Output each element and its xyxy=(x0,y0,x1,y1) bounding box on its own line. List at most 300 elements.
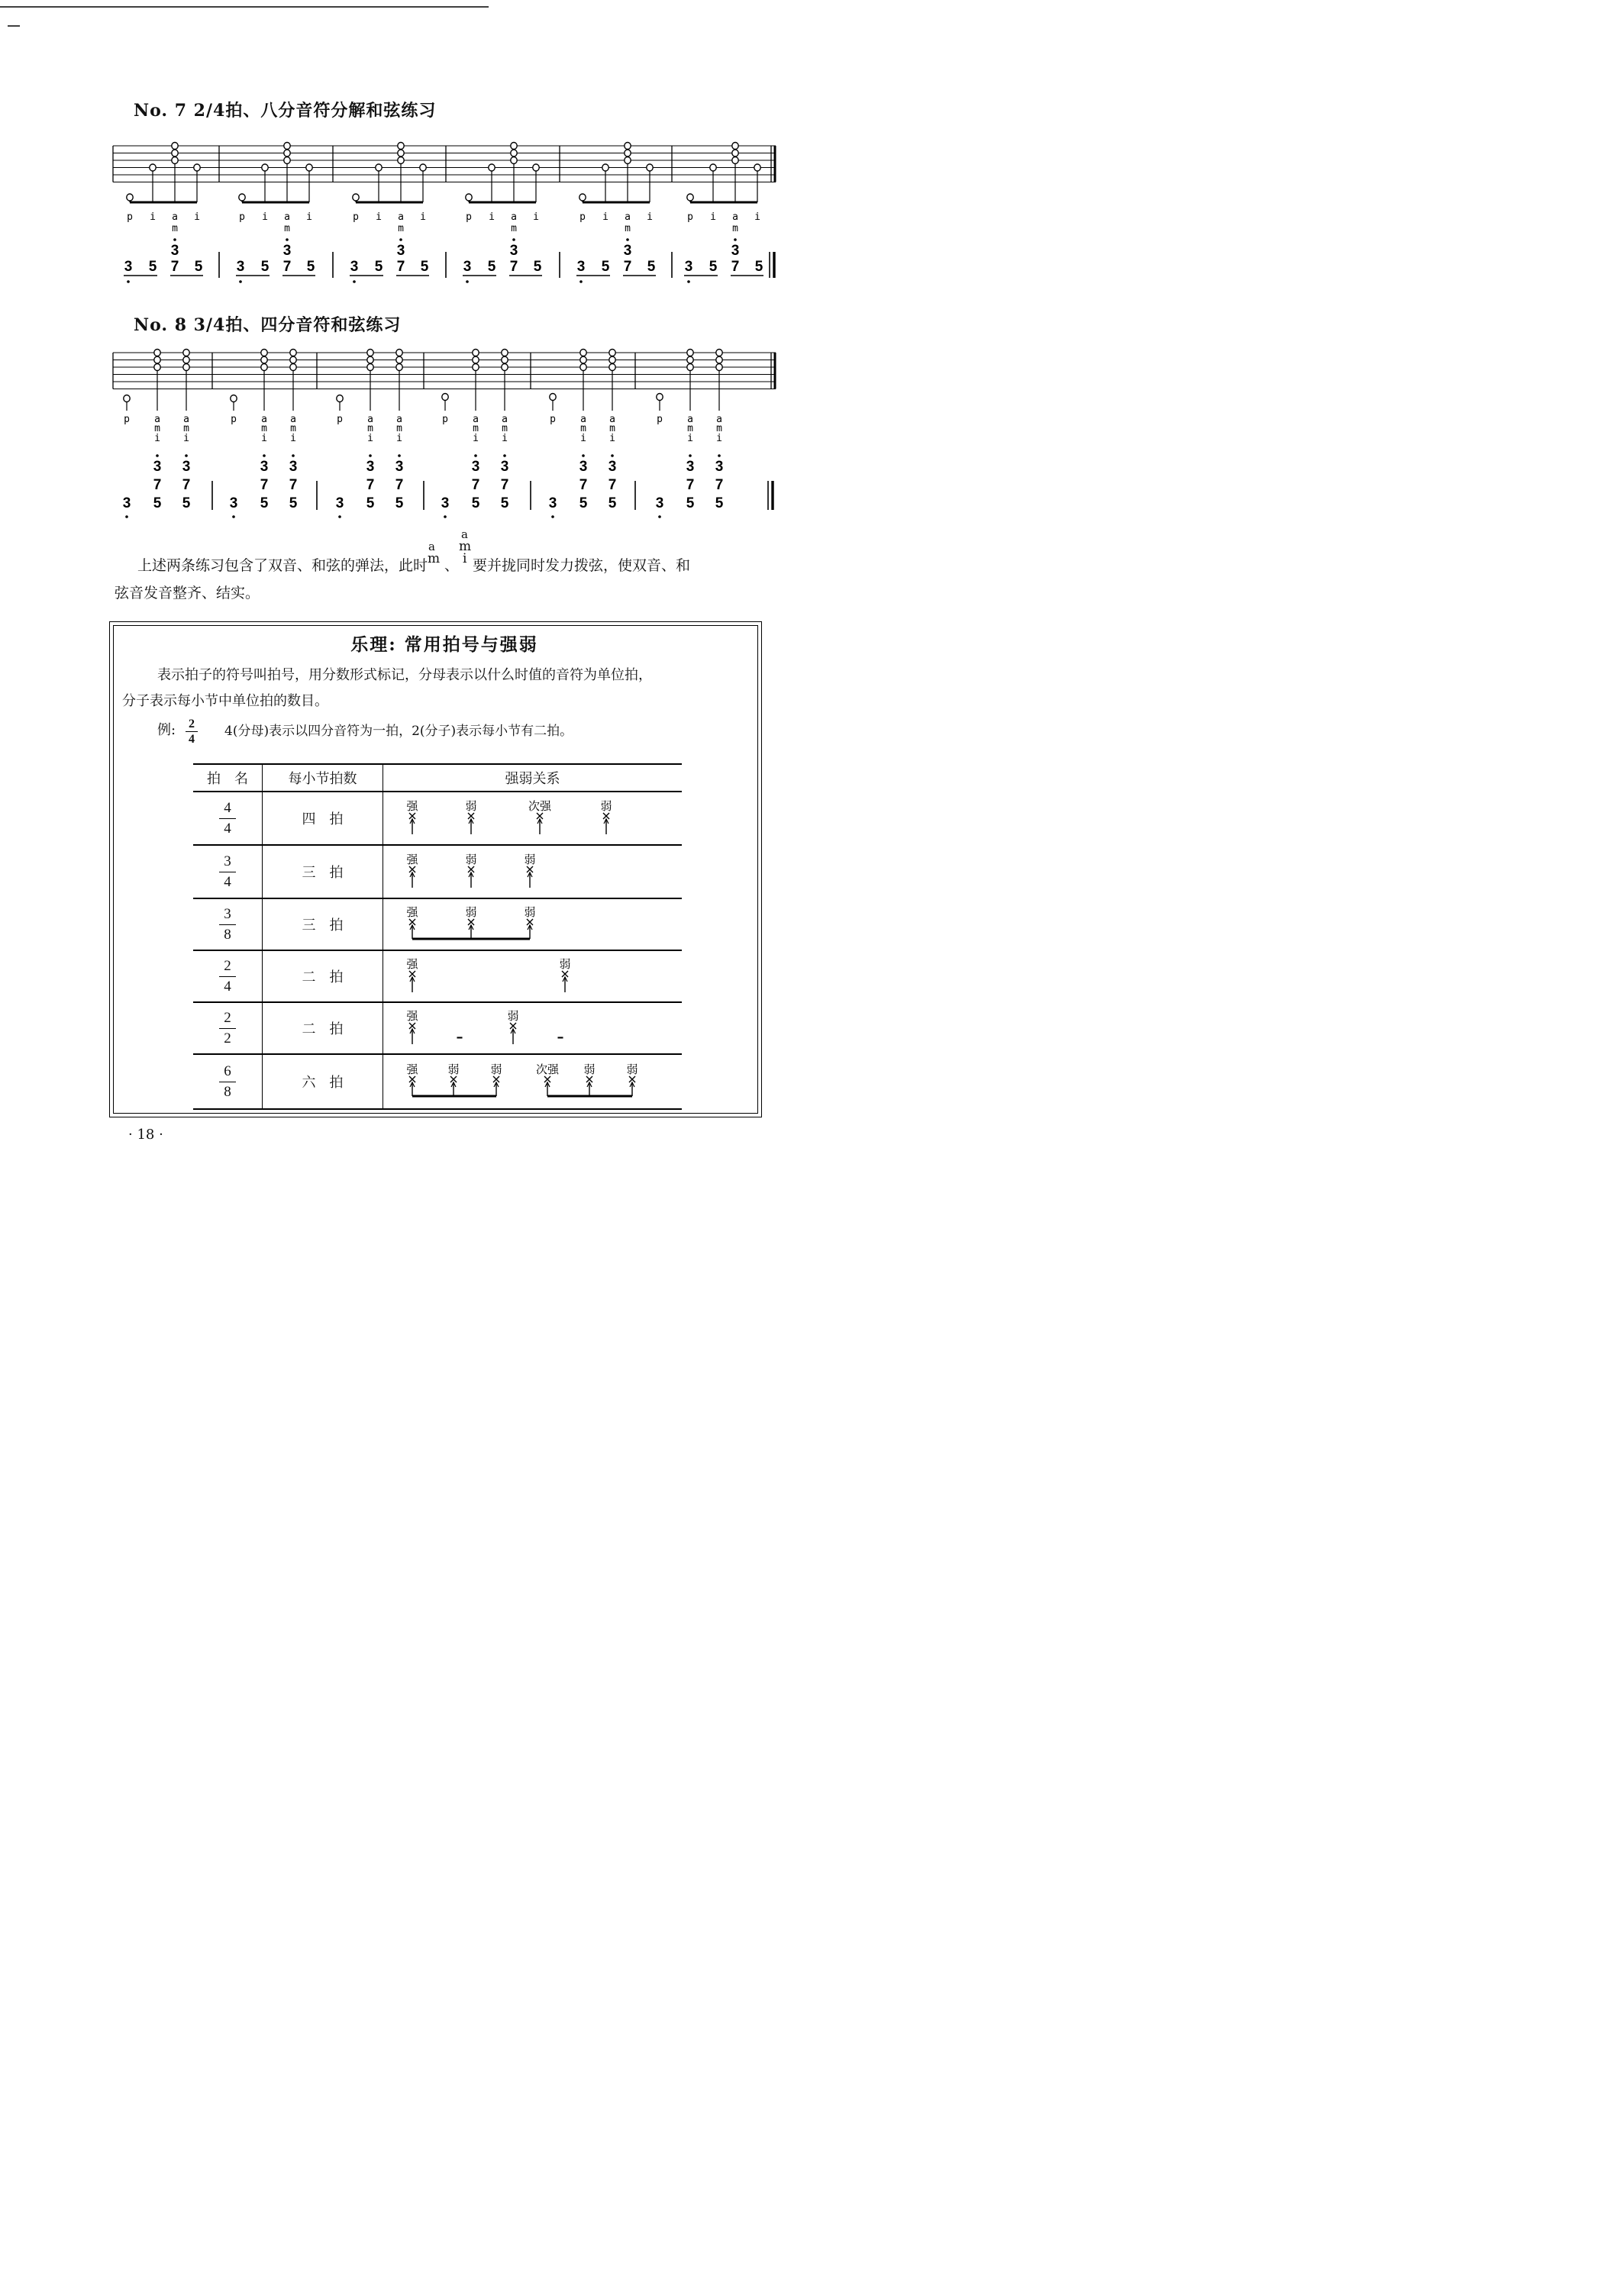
note-head xyxy=(473,350,479,356)
jianpu-note: 3 xyxy=(282,243,292,259)
note-head xyxy=(466,194,472,201)
weak-label: 弱 xyxy=(626,1063,638,1076)
fingering-label: i xyxy=(602,211,608,223)
jianpu-note: 5 xyxy=(182,495,191,511)
note-head xyxy=(473,364,479,371)
note-head xyxy=(754,164,760,171)
fingering-label: p xyxy=(231,414,237,425)
weak-label: 弱 xyxy=(524,905,536,919)
note-head xyxy=(602,164,608,171)
page-number: · 18 · xyxy=(128,1127,163,1143)
jianpu-note: 3 xyxy=(731,243,740,259)
note-head xyxy=(533,164,539,171)
fingering-label: i xyxy=(754,211,760,223)
measure xyxy=(687,143,760,203)
jianpu-note: 7 xyxy=(686,477,695,493)
fingering-label: p xyxy=(124,414,130,425)
note-head xyxy=(609,350,615,356)
jianpu-note: 7 xyxy=(500,477,509,493)
fingering-label: i xyxy=(183,433,189,444)
fingering-label: p xyxy=(127,211,133,223)
note-head xyxy=(579,194,586,201)
measure xyxy=(124,350,189,411)
note-head xyxy=(609,356,615,363)
jianpu-note: 5 xyxy=(153,495,162,511)
fingering-label: i xyxy=(376,211,382,223)
note-head xyxy=(284,157,290,164)
note-head xyxy=(261,350,267,356)
fingering-label: m xyxy=(716,423,722,434)
jianpu-note: 3 xyxy=(715,459,724,475)
measure xyxy=(466,143,539,203)
accent-pattern xyxy=(383,1002,683,1054)
fingering-label: a xyxy=(625,211,631,223)
fingering-label: i xyxy=(150,211,156,223)
jianpu-note: 7 xyxy=(731,259,740,275)
note-head xyxy=(511,150,517,156)
fingering-label: m xyxy=(290,423,296,434)
note-head xyxy=(367,350,373,356)
jianpu-note: 3 xyxy=(608,459,617,475)
jianpu-note: 5 xyxy=(194,259,203,275)
jianpu-note: 3 xyxy=(686,459,695,475)
fingering-label: m xyxy=(625,223,631,234)
fingering-label: m xyxy=(367,423,373,434)
jianpu-note: 5 xyxy=(420,259,429,275)
fingering-label: a xyxy=(398,211,404,223)
note-head xyxy=(473,356,479,363)
note-head xyxy=(687,356,693,363)
example-label: 例: xyxy=(157,722,176,738)
jianpu-note: 7 xyxy=(471,477,480,493)
jianpu-exercise-8 xyxy=(0,449,843,525)
time-signature: $\frac{4}{4}$ xyxy=(193,792,263,845)
jianpu-note: 3 xyxy=(579,459,588,475)
jianpu-note: 5 xyxy=(289,495,298,511)
time-signature: $\frac{2}{2}$ xyxy=(193,1002,263,1054)
jianpu-note: 3 xyxy=(548,495,557,511)
header-beats: 每小节拍数 xyxy=(263,764,383,792)
jianpu-note: 5 xyxy=(487,259,496,275)
jianpu-note: 3 xyxy=(182,459,191,475)
jianpu-note: 3 xyxy=(350,259,359,275)
fingering-label: i xyxy=(367,433,373,444)
note-head xyxy=(150,164,156,171)
note-head xyxy=(580,356,586,363)
fingering-label: m xyxy=(473,423,479,434)
beats-per-measure: 二 拍 xyxy=(263,950,383,1002)
jianpu-note: 3 xyxy=(229,495,238,511)
time-signature: $\frac{6}{8}$ xyxy=(193,1054,263,1109)
jianpu-note: 5 xyxy=(148,259,157,275)
note-head xyxy=(398,150,404,156)
jianpu-note: 3 xyxy=(441,495,450,511)
paragraph-line-2: 弦音发音整齐、结实。 xyxy=(115,585,260,601)
note-head xyxy=(239,194,245,201)
note-head xyxy=(261,364,267,371)
note-head xyxy=(489,164,495,171)
jianpu-note: 7 xyxy=(366,477,375,493)
jianpu-note: 7 xyxy=(289,477,298,493)
jianpu-note: 5 xyxy=(260,495,269,511)
jianpu-note: 5 xyxy=(471,495,480,511)
jianpu-note: 3 xyxy=(289,459,298,475)
jianpu-note: 5 xyxy=(709,259,718,275)
note-head xyxy=(502,364,508,371)
jianpu-note: 7 xyxy=(260,477,269,493)
jianpu-note: 5 xyxy=(754,259,763,275)
jianpu-note: 5 xyxy=(647,259,656,275)
time-signature: $\frac{3}{4}$ xyxy=(193,845,263,898)
note-head xyxy=(625,150,631,156)
jianpu-exercise-7 xyxy=(0,235,843,289)
note-head xyxy=(420,164,426,171)
strong-label: 强 xyxy=(406,905,418,919)
weak-label: 弱 xyxy=(524,853,536,866)
note-head xyxy=(687,350,693,356)
accent-pattern xyxy=(383,898,683,950)
note-head xyxy=(396,356,402,363)
exercise-7-title: No. 7 2/4拍、八分音符分解和弦练习 xyxy=(134,101,437,121)
note-head xyxy=(625,143,631,150)
fingering-label: i xyxy=(261,433,267,444)
jianpu-note: 3 xyxy=(153,459,162,475)
jianpu-note: 3 xyxy=(236,259,245,275)
table-row xyxy=(193,1002,682,1054)
jianpu-note: 7 xyxy=(182,477,191,493)
note-head xyxy=(511,143,517,150)
note-head xyxy=(154,350,160,356)
jianpu-note: 3 xyxy=(509,243,518,259)
note-head xyxy=(657,394,663,401)
dash-label: – xyxy=(456,1029,463,1045)
weak-label: 弱 xyxy=(465,799,477,813)
jianpu-note: 3 xyxy=(366,459,375,475)
header-rule xyxy=(0,0,843,31)
jianpu-note: 7 xyxy=(509,259,518,275)
note-head xyxy=(609,364,615,371)
measure xyxy=(550,350,615,411)
note-head xyxy=(261,356,267,363)
note-head xyxy=(396,350,402,356)
note-head xyxy=(284,150,290,156)
accent-pattern xyxy=(383,950,683,1002)
measure xyxy=(353,143,426,203)
jianpu-note: 7 xyxy=(282,259,292,275)
note-head xyxy=(398,157,404,164)
fingering-label: m xyxy=(261,423,267,434)
jianpu-note: 3 xyxy=(260,459,269,475)
fingering-label: a xyxy=(396,414,402,425)
jianpu-note: 3 xyxy=(576,259,586,275)
fingering-label: i xyxy=(687,433,693,444)
measure xyxy=(657,350,722,411)
note-head xyxy=(337,395,343,402)
strong-label: 强 xyxy=(406,1009,418,1023)
table-row xyxy=(193,845,682,898)
fingering-label: m xyxy=(183,423,189,434)
note-head xyxy=(231,395,237,402)
jianpu-note: 5 xyxy=(579,495,588,511)
fingering-label: i xyxy=(154,433,160,444)
fingering-label: m xyxy=(396,423,402,434)
strong-label: 强 xyxy=(406,957,418,971)
fingering-label: i xyxy=(290,433,296,444)
fingering-label: a xyxy=(473,414,479,425)
fingering-label: p xyxy=(442,414,448,425)
note-head xyxy=(262,164,268,171)
fingering-label: i xyxy=(194,211,200,223)
fingering-label: m xyxy=(609,423,615,434)
fingering-label: i xyxy=(502,433,508,444)
fingering-label: m xyxy=(687,423,693,434)
note-head xyxy=(353,194,359,201)
note-head xyxy=(290,356,296,363)
note-head xyxy=(710,164,716,171)
accent-pattern xyxy=(383,845,683,898)
fingering-label: a xyxy=(502,414,508,425)
table-row xyxy=(193,1054,682,1109)
beats-per-measure: 三 拍 xyxy=(263,845,383,898)
strong-label: 强 xyxy=(406,1063,418,1076)
note-head xyxy=(732,150,738,156)
jianpu-note: 5 xyxy=(366,495,375,511)
fingering-label: m xyxy=(502,423,508,434)
theory-text-line-2: 分子表示每小节中单位拍的数目。 xyxy=(122,693,328,709)
measure xyxy=(239,143,312,203)
fingering-label: p xyxy=(353,211,359,223)
note-head xyxy=(284,143,290,150)
strong-label: 强 xyxy=(406,799,418,813)
jianpu-note: 7 xyxy=(623,259,632,275)
note-head xyxy=(290,350,296,356)
jianpu-note: 3 xyxy=(463,259,472,275)
jianpu-note: 3 xyxy=(170,243,179,259)
note-head xyxy=(172,143,178,150)
note-head xyxy=(306,164,312,171)
note-head xyxy=(367,364,373,371)
measure xyxy=(442,350,508,411)
fingering-label: i xyxy=(473,433,479,444)
fingering-label: i xyxy=(609,433,615,444)
note-head xyxy=(154,356,160,363)
note-head xyxy=(625,157,631,164)
note-head xyxy=(550,394,556,401)
example-text: 4(分母)表示以四分音符为一拍，2(分子)表示每小节有二拍。 xyxy=(224,724,573,739)
weak-label: 弱 xyxy=(583,1063,596,1076)
strong-label: 强 xyxy=(406,853,418,866)
jianpu-note: 7 xyxy=(395,477,404,493)
fingering-label: i xyxy=(396,433,402,444)
weak-label: 弱 xyxy=(465,853,477,866)
time-signature-table xyxy=(193,763,682,1110)
note-head xyxy=(580,350,586,356)
weak-label: 弱 xyxy=(600,799,612,813)
note-head xyxy=(716,350,722,356)
fingering-label: m xyxy=(511,223,517,234)
tab-staff-exercise-8 xyxy=(0,345,843,448)
jianpu-note: 5 xyxy=(500,495,509,511)
note-head xyxy=(442,394,448,401)
time-signature: $\frac{2}{4}$ xyxy=(193,950,263,1002)
jianpu-note: 3 xyxy=(471,459,480,475)
jianpu-note: 5 xyxy=(715,495,724,511)
weak-label: 弱 xyxy=(447,1063,460,1076)
jianpu-note: 7 xyxy=(608,477,617,493)
header-name: 拍 名 xyxy=(193,764,263,792)
example-fraction: $\frac{2}{4}$ xyxy=(186,718,198,746)
jianpu-note: 3 xyxy=(395,459,404,475)
measure xyxy=(231,350,296,411)
note-head xyxy=(172,150,178,156)
fingering-label: m xyxy=(284,223,290,234)
table-row xyxy=(193,950,682,1002)
jianpu-note: 5 xyxy=(533,259,542,275)
note-head xyxy=(687,364,693,371)
jianpu-note: 5 xyxy=(608,495,617,511)
fingering-label: p xyxy=(579,211,586,223)
note-head xyxy=(580,364,586,371)
fingering-label: a xyxy=(580,414,586,425)
jianpu-note: 7 xyxy=(715,477,724,493)
note-head xyxy=(687,194,693,201)
jianpu-note: 3 xyxy=(655,495,664,511)
fingering-label: i xyxy=(716,433,722,444)
fingering-label: a xyxy=(154,414,160,425)
note-head xyxy=(127,194,133,201)
jianpu-note: 5 xyxy=(686,495,695,511)
fingering-label: i xyxy=(420,211,426,223)
fingering-label: a xyxy=(172,211,178,223)
beats-per-measure: 三 拍 xyxy=(263,898,383,950)
jianpu-note: 5 xyxy=(374,259,383,275)
jianpu-note: 3 xyxy=(396,243,405,259)
jianpu-note: 3 xyxy=(623,243,632,259)
jianpu-note: 5 xyxy=(260,259,270,275)
note-head xyxy=(367,356,373,363)
weak-label: 弱 xyxy=(507,1009,519,1023)
exercise-8-title: No. 8 3/4拍、四分音符和弦练习 xyxy=(134,315,402,335)
note-head xyxy=(290,364,296,371)
jianpu-note: 7 xyxy=(579,477,588,493)
note-head xyxy=(154,364,160,371)
note-head xyxy=(511,157,517,164)
fingering-label: m xyxy=(154,423,160,434)
dash-label: – xyxy=(557,1029,564,1045)
note-head xyxy=(502,356,508,363)
table-row xyxy=(193,792,682,845)
note-head xyxy=(183,364,189,371)
note-head xyxy=(396,364,402,371)
accent-pattern xyxy=(383,792,683,845)
jianpu-note: 7 xyxy=(153,477,162,493)
fingering-label: a xyxy=(687,414,693,425)
fingering-label: p xyxy=(466,211,472,223)
fingering-label: a xyxy=(284,211,290,223)
note-head xyxy=(716,356,722,363)
note-head xyxy=(647,164,653,171)
header-accent: 强弱关系 xyxy=(383,764,683,792)
finger-stack-am: a m xyxy=(428,540,441,566)
fingering-label: i xyxy=(489,211,495,223)
fingering-label: i xyxy=(262,211,268,223)
fingering-label: a xyxy=(511,211,517,223)
fingering-label: p xyxy=(687,211,693,223)
fingering-label: m xyxy=(172,223,178,234)
paragraph-line-1: 上述两条练习包含了双音、和弦的弹法，此时 a m 、 a m i 要并拢同时发力拨弦，使双音、和 xyxy=(137,527,691,574)
fingering-label: a xyxy=(290,414,296,425)
fingering-label: i xyxy=(647,211,653,223)
measure xyxy=(337,350,402,411)
fingering-label: a xyxy=(367,414,373,425)
fingering-label: m xyxy=(732,223,738,234)
jianpu-note: 7 xyxy=(396,259,405,275)
fingering-label: p xyxy=(657,414,663,425)
fingering-label: p xyxy=(239,211,245,223)
note-head xyxy=(183,356,189,363)
note-head xyxy=(124,395,130,402)
measure xyxy=(127,143,200,203)
weak-label: 弱 xyxy=(465,905,477,919)
beats-per-measure: 六 拍 xyxy=(263,1054,383,1109)
weak-label: 弱 xyxy=(490,1063,502,1076)
time-signature: $\frac{3}{8}$ xyxy=(193,898,263,950)
jianpu-note: 5 xyxy=(601,259,610,275)
beats-per-measure: 四 拍 xyxy=(263,792,383,845)
fingering-label: p xyxy=(337,414,343,425)
fingering-label: a xyxy=(183,414,189,425)
fingering-label: i xyxy=(710,211,716,223)
sub_strong-label: 次强 xyxy=(528,799,552,813)
fingering-label: m xyxy=(580,423,586,434)
fingering-label: i xyxy=(580,433,586,444)
jianpu-note: 5 xyxy=(395,495,404,511)
note-head xyxy=(716,364,722,371)
fingering-label: a xyxy=(732,211,738,223)
fingering-label: m xyxy=(398,223,404,234)
fingering-label: a xyxy=(261,414,267,425)
fingering-label: a xyxy=(716,414,722,425)
jianpu-note: 5 xyxy=(306,259,315,275)
note-head xyxy=(732,157,738,164)
jianpu-note: 3 xyxy=(124,259,133,275)
note-head xyxy=(398,143,404,150)
note-head xyxy=(376,164,382,171)
jianpu-note: 3 xyxy=(500,459,509,475)
jianpu-note: 3 xyxy=(335,495,344,511)
sub_strong-label: 次强 xyxy=(535,1063,560,1076)
weak-label: 弱 xyxy=(559,957,571,971)
jianpu-note: 3 xyxy=(122,495,131,511)
beats-per-measure: 二 拍 xyxy=(263,1002,383,1054)
note-head xyxy=(194,164,200,171)
note-head xyxy=(502,350,508,356)
fingering-label: i xyxy=(533,211,539,223)
theory-title: 乐理: 常用拍号与强弱 xyxy=(350,634,538,655)
fingering-label: a xyxy=(609,414,615,425)
finger-stack-ami: a m i xyxy=(459,527,472,566)
fingering-label: i xyxy=(306,211,312,223)
note-head xyxy=(732,143,738,150)
note-head xyxy=(172,157,178,164)
measure xyxy=(579,143,653,203)
jianpu-note: 3 xyxy=(684,259,693,275)
note-head xyxy=(183,350,189,356)
fingering-label: p xyxy=(550,414,556,425)
theory-text-line-1: 表示拍子的符号叫拍号，用分数形式标记，分母表示以什么时值的音符为单位拍， xyxy=(157,667,652,683)
table-row xyxy=(193,898,682,950)
jianpu-note: 7 xyxy=(170,259,179,275)
